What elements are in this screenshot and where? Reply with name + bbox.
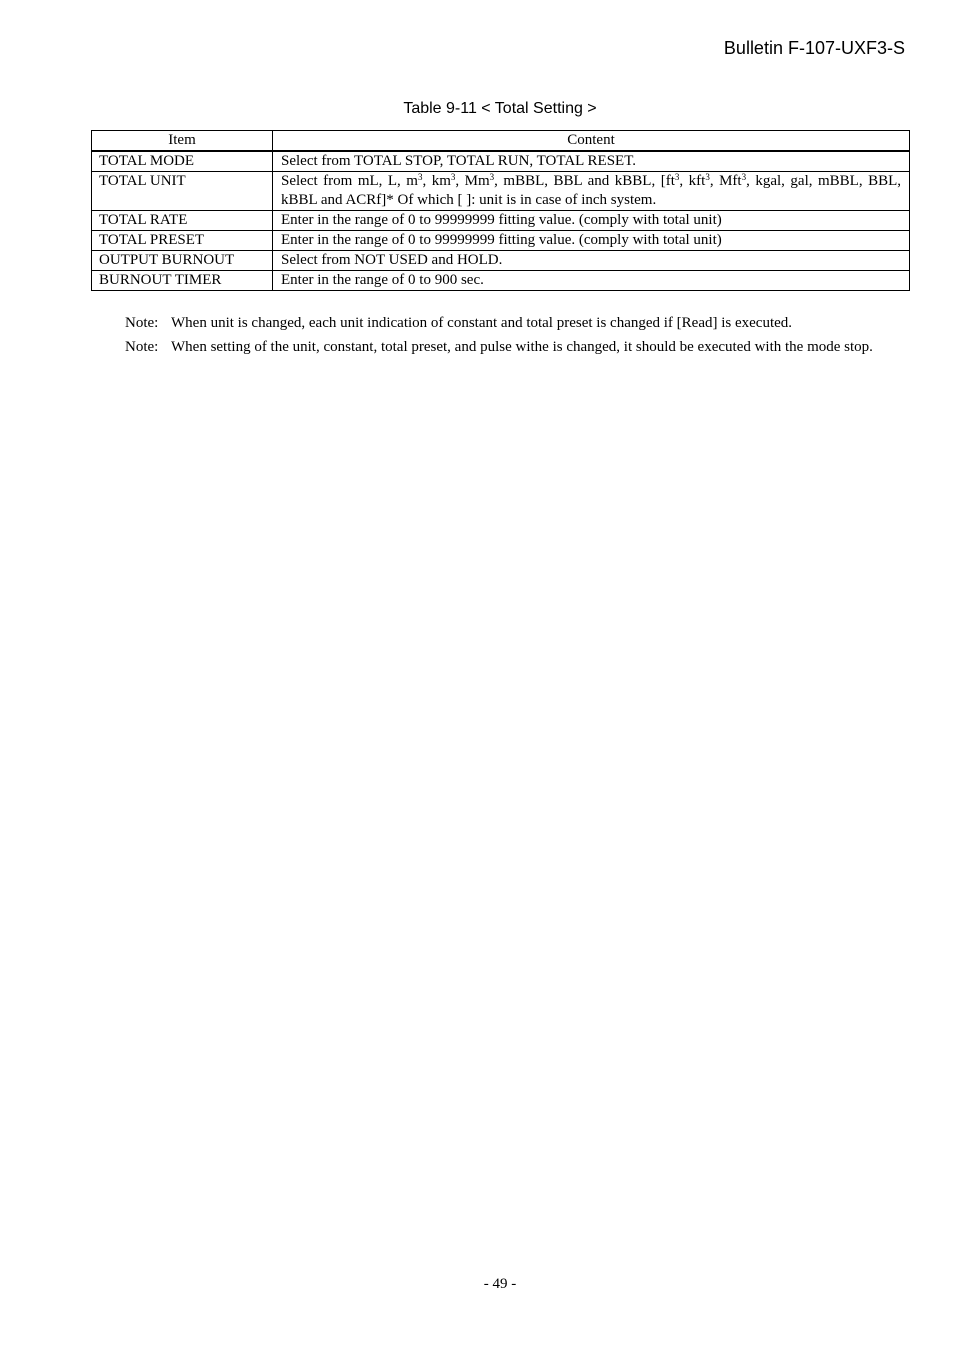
item-cell: TOTAL PRESET xyxy=(92,231,273,251)
content-cell: Enter in the range of 0 to 99999999 fitting value. (comply with total unit) xyxy=(273,231,910,251)
superscript: 3 xyxy=(674,172,680,182)
content-cell: Select from TOTAL STOP, TOTAL RUN, TOTAL RESET. xyxy=(273,151,910,172)
table-row xyxy=(92,172,910,211)
column-header-item: Item xyxy=(92,131,273,152)
unit-text: , kgal, gal, mBBL, BBL, kBBL and ACRf]* Of which [ ]: unit is in case of inch system. xyxy=(281,173,902,208)
superscript: 3 xyxy=(741,172,747,182)
superscript: 3 xyxy=(705,172,710,182)
unit-text: , km xyxy=(422,173,451,189)
note xyxy=(125,335,910,359)
table-row xyxy=(92,211,910,231)
unit-text: , Mft xyxy=(709,173,742,189)
content-cell: Select from NOT USED and HOLD. xyxy=(273,251,910,271)
total-setting-table xyxy=(91,130,910,291)
superscript: 3 xyxy=(417,172,423,182)
item-cell: TOTAL UNIT xyxy=(92,172,273,211)
item-cell: BURNOUT TIMER xyxy=(92,271,273,291)
content-cell xyxy=(273,172,910,211)
note-text: When unit is changed, each unit indication of constant and total preset is changed if [Read] is executed. xyxy=(171,315,793,331)
table-header-row xyxy=(92,131,910,152)
unit-text: , kft xyxy=(679,173,706,189)
note-text: When setting of the unit, constant, total preset, and pulse withe is changed, it should be executed with the mode stop. xyxy=(171,339,873,355)
item-cell: TOTAL RATE xyxy=(92,211,273,231)
table-row xyxy=(92,231,910,251)
bulletin-header: Bulletin F-107-UXF3-S xyxy=(723,38,905,58)
superscript: 3 xyxy=(489,172,495,182)
unit-text: Select from mL, L, m xyxy=(281,173,418,189)
table-caption: Table 9-11 < Total Setting > xyxy=(403,100,597,117)
content-cell: Enter in the range of 0 to 99999999 fitting value. (comply with total unit) xyxy=(273,211,910,231)
note xyxy=(125,311,910,335)
note-label: Note: xyxy=(125,315,159,331)
item-cell: OUTPUT BURNOUT xyxy=(92,251,273,271)
table-row xyxy=(92,251,910,271)
note-label: Note: xyxy=(125,339,159,355)
item-cell: TOTAL MODE xyxy=(92,151,273,172)
unit-text: , Mm xyxy=(455,173,490,189)
unit-text: , mBBL, BBL and kBBL, [ft xyxy=(494,173,675,189)
notes-section xyxy=(125,311,910,359)
content-cell: Enter in the range of 0 to 900 sec. xyxy=(273,271,910,291)
page-number: - 49 - xyxy=(483,1276,517,1292)
table-row xyxy=(92,151,910,172)
superscript: 3 xyxy=(450,172,456,182)
column-header-content: Content xyxy=(273,131,910,152)
table-row xyxy=(92,271,910,291)
